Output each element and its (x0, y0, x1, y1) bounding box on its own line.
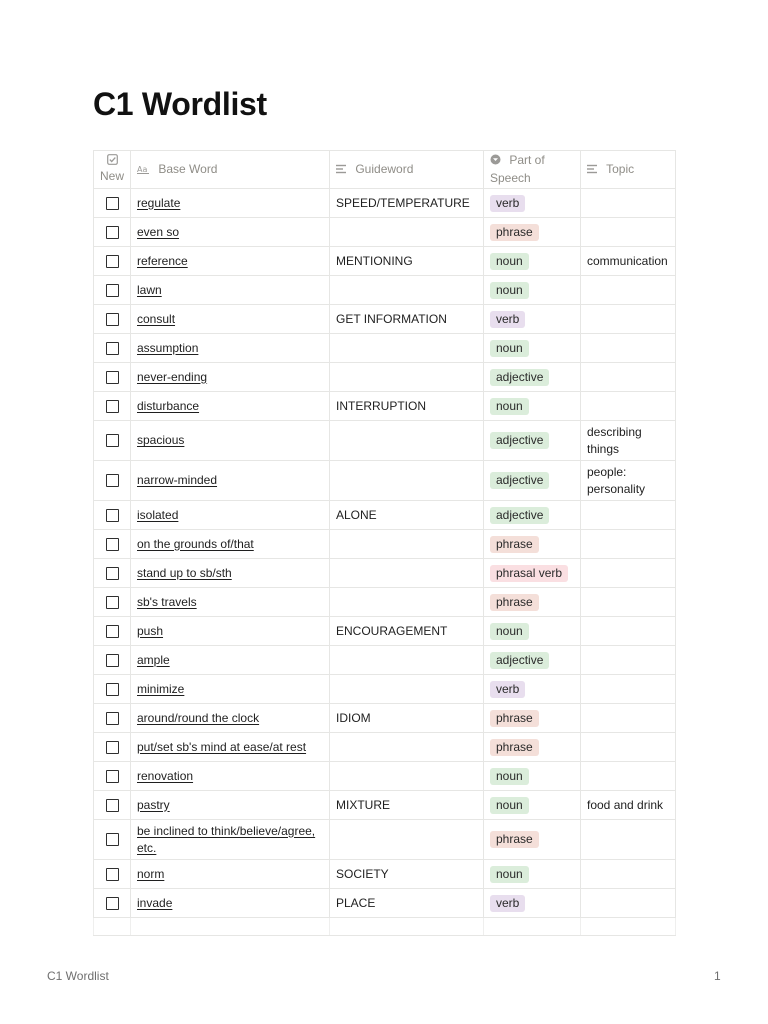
guideword-cell[interactable] (330, 363, 484, 392)
base-word-cell (131, 889, 330, 918)
base-word-link[interactable]: disturbance (137, 398, 200, 413)
part-of-speech-tag: noun (490, 282, 529, 299)
table-row (94, 334, 676, 363)
new-cell (94, 218, 131, 247)
part-of-speech-tag: noun (490, 768, 529, 785)
topic-cell[interactable] (581, 588, 676, 617)
part-of-speech-tag: phrase (490, 739, 539, 756)
column-label-topic: Topic (606, 161, 635, 176)
new-cell (94, 733, 131, 762)
base-word-cell (131, 334, 330, 363)
new-checkbox[interactable] (106, 567, 119, 580)
text-property-icon (587, 162, 598, 179)
new-cell (94, 860, 131, 889)
base-word-cell (131, 860, 330, 889)
table-row (94, 704, 676, 733)
table-row (94, 588, 676, 617)
table-row (94, 461, 676, 501)
part-of-speech-tag: phrase (490, 536, 539, 553)
base-word-link[interactable]: around/round the clock (137, 710, 260, 725)
base-word-link[interactable]: isolated (137, 507, 179, 522)
part-of-speech-cell[interactable] (484, 305, 581, 334)
guideword-cell[interactable] (330, 559, 484, 588)
table-row (94, 392, 676, 421)
base-word-link[interactable]: never-ending (137, 369, 208, 384)
base-word-link[interactable]: assumption (137, 340, 199, 355)
base-word-cell (131, 247, 330, 276)
wordlist-table-container (93, 150, 675, 936)
part-of-speech-cell[interactable] (484, 820, 581, 860)
part-of-speech-cell[interactable] (484, 791, 581, 820)
table-end-row (94, 918, 676, 936)
part-of-speech-tag: adjective (490, 472, 549, 489)
new-checkbox[interactable] (106, 255, 119, 268)
guideword-cell[interactable] (330, 530, 484, 559)
new-cell (94, 501, 131, 530)
new-cell (94, 530, 131, 559)
new-checkbox[interactable] (106, 197, 119, 210)
table-row (94, 617, 676, 646)
new-cell (94, 247, 131, 276)
part-of-speech-cell[interactable] (484, 392, 581, 421)
column-label-new: New (99, 169, 124, 183)
page-title: C1 Wordlist (93, 86, 267, 122)
part-of-speech-cell[interactable] (484, 501, 581, 530)
base-word-cell (131, 305, 330, 334)
part-of-speech-tag: verb (490, 195, 525, 212)
topic-cell[interactable] (581, 392, 676, 421)
new-cell (94, 392, 131, 421)
part-of-speech-tag: noun (490, 253, 529, 270)
part-of-speech-tag: verb (490, 311, 525, 328)
base-word-cell (131, 675, 330, 704)
new-cell (94, 617, 131, 646)
guideword-cell[interactable] (330, 588, 484, 617)
topic-cell[interactable] (581, 617, 676, 646)
guideword-cell[interactable] (330, 276, 484, 305)
part-of-speech-cell[interactable] (484, 617, 581, 646)
new-checkbox[interactable] (106, 683, 119, 696)
base-word-cell (131, 704, 330, 733)
guideword-cell[interactable]: IDIOM (330, 704, 484, 733)
new-checkbox[interactable] (106, 509, 119, 522)
base-word-cell (131, 617, 330, 646)
topic-cell[interactable] (581, 334, 676, 363)
new-cell (94, 363, 131, 392)
part-of-speech-tag: adjective (490, 652, 549, 669)
new-checkbox[interactable] (106, 868, 119, 881)
table-header-row (94, 151, 676, 189)
table-row (94, 421, 676, 461)
topic-cell[interactable] (581, 530, 676, 559)
part-of-speech-cell[interactable] (484, 889, 581, 918)
base-word-link[interactable]: push (137, 623, 164, 638)
new-cell (94, 588, 131, 617)
new-checkbox[interactable] (106, 474, 119, 487)
topic-cell[interactable] (581, 276, 676, 305)
new-checkbox[interactable] (106, 284, 119, 297)
base-word-link[interactable]: be inclined to think/believe/agree, etc. (137, 823, 316, 855)
table-row (94, 247, 676, 276)
new-checkbox[interactable] (106, 226, 119, 239)
title-property-icon (137, 162, 150, 179)
guideword-cell[interactable] (330, 675, 484, 704)
part-of-speech-cell[interactable] (484, 733, 581, 762)
table-row (94, 889, 676, 918)
column-label-base-word: Base Word (158, 161, 218, 176)
base-word-cell (131, 392, 330, 421)
part-of-speech-cell[interactable] (484, 559, 581, 588)
part-of-speech-cell[interactable] (484, 247, 581, 276)
table-row (94, 733, 676, 762)
table-row (94, 276, 676, 305)
base-word-cell (131, 421, 330, 461)
part-of-speech-cell[interactable] (484, 461, 581, 501)
guideword-cell[interactable] (330, 461, 484, 501)
table-row (94, 820, 676, 860)
base-word-link[interactable]: put/set sb's mind at ease/at rest (137, 739, 307, 754)
topic-cell[interactable]: people: personality (581, 461, 676, 501)
table-row (94, 218, 676, 247)
wordlist-table (93, 150, 676, 936)
new-cell (94, 421, 131, 461)
part-of-speech-tag: verb (490, 681, 525, 698)
base-word-link[interactable]: pastry (137, 797, 170, 812)
guideword-cell[interactable] (330, 733, 484, 762)
base-word-link[interactable]: renovation (137, 768, 194, 783)
new-checkbox[interactable] (106, 897, 119, 910)
part-of-speech-tag: adjective (490, 432, 549, 449)
base-word-link[interactable]: regulate (137, 195, 181, 210)
base-word-cell (131, 461, 330, 501)
guideword-cell[interactable] (330, 762, 484, 791)
text-property-icon (336, 162, 347, 179)
topic-cell[interactable] (581, 559, 676, 588)
guideword-cell[interactable]: SPEED/TEMPERATURE (330, 189, 484, 218)
new-checkbox[interactable] (106, 799, 119, 812)
topic-cell[interactable]: food and drink (581, 791, 676, 820)
base-word-link[interactable]: narrow-minded (137, 473, 218, 487)
topic-cell[interactable] (581, 733, 676, 762)
part-of-speech-cell[interactable] (484, 675, 581, 704)
topic-cell[interactable] (581, 820, 676, 860)
topic-cell[interactable] (581, 501, 676, 530)
base-word-cell (131, 501, 330, 530)
base-word-cell (131, 646, 330, 675)
new-checkbox[interactable] (106, 400, 119, 413)
part-of-speech-cell[interactable] (484, 646, 581, 675)
base-word-link[interactable]: consult (137, 311, 176, 326)
base-word-cell (131, 559, 330, 588)
part-of-speech-tag: adjective (490, 507, 549, 524)
part-of-speech-cell[interactable] (484, 704, 581, 733)
part-of-speech-tag: noun (490, 340, 529, 357)
column-header-guideword[interactable] (330, 151, 484, 189)
topic-cell[interactable]: communication (581, 247, 676, 276)
column-header-part-of-speech[interactable] (484, 151, 581, 189)
topic-cell[interactable] (581, 218, 676, 247)
new-cell (94, 820, 131, 860)
new-cell (94, 461, 131, 501)
column-header-topic[interactable] (581, 151, 676, 189)
footer-document-title: C1 Wordlist (47, 969, 109, 983)
part-of-speech-cell[interactable] (484, 860, 581, 889)
base-word-link[interactable]: sb's travels (137, 594, 197, 609)
topic-cell[interactable] (581, 860, 676, 889)
part-of-speech-tag: phrase (490, 224, 539, 241)
select-property-icon (490, 153, 501, 170)
guideword-cell[interactable]: MIXTURE (330, 791, 484, 820)
topic-cell[interactable] (581, 363, 676, 392)
new-checkbox[interactable] (106, 434, 119, 447)
new-checkbox[interactable] (106, 741, 119, 754)
base-word-cell (131, 218, 330, 247)
column-label-part-of-speech: Part of Speech (490, 153, 545, 185)
guideword-cell[interactable]: SOCIETY (330, 860, 484, 889)
new-cell (94, 704, 131, 733)
table-row (94, 305, 676, 334)
table-row (94, 791, 676, 820)
part-of-speech-tag: adjective (490, 369, 549, 386)
part-of-speech-cell[interactable] (484, 218, 581, 247)
new-cell (94, 305, 131, 334)
table-row (94, 501, 676, 530)
table-row (94, 646, 676, 675)
guideword-cell[interactable] (330, 820, 484, 860)
new-checkbox[interactable] (106, 371, 119, 384)
new-checkbox[interactable] (106, 313, 119, 326)
part-of-speech-cell[interactable] (484, 421, 581, 461)
part-of-speech-tag: phrase (490, 831, 539, 848)
new-cell (94, 646, 131, 675)
base-word-cell (131, 733, 330, 762)
new-cell (94, 675, 131, 704)
new-cell (94, 762, 131, 791)
guideword-cell[interactable] (330, 646, 484, 675)
base-word-cell (131, 588, 330, 617)
topic-cell[interactable]: describing things (581, 421, 676, 461)
part-of-speech-tag: verb (490, 895, 525, 912)
new-cell (94, 189, 131, 218)
part-of-speech-cell[interactable] (484, 530, 581, 559)
part-of-speech-tag: noun (490, 797, 529, 814)
part-of-speech-tag: noun (490, 398, 529, 415)
part-of-speech-cell[interactable] (484, 189, 581, 218)
table-row (94, 530, 676, 559)
topic-cell[interactable] (581, 305, 676, 334)
guideword-cell[interactable]: ENCOURAGEMENT (330, 617, 484, 646)
base-word-cell (131, 791, 330, 820)
base-word-cell (131, 762, 330, 791)
guideword-cell[interactable] (330, 421, 484, 461)
new-cell (94, 889, 131, 918)
base-word-cell (131, 530, 330, 559)
column-header-base-word[interactable] (131, 151, 330, 189)
svg-text:Aa: Aa (137, 164, 148, 174)
topic-cell[interactable] (581, 762, 676, 791)
new-checkbox[interactable] (106, 538, 119, 551)
base-word-cell (131, 820, 330, 860)
base-word-link[interactable]: ample (137, 652, 170, 667)
part-of-speech-cell[interactable] (484, 276, 581, 305)
base-word-cell (131, 363, 330, 392)
base-word-link[interactable]: norm (137, 866, 165, 881)
new-cell (94, 276, 131, 305)
new-checkbox[interactable] (106, 770, 119, 783)
column-header-new[interactable] (94, 151, 131, 189)
new-cell (94, 559, 131, 588)
base-word-link[interactable]: invade (137, 895, 173, 910)
base-word-link[interactable]: on the grounds of/that (137, 536, 254, 551)
table-row (94, 762, 676, 791)
guideword-cell[interactable]: PLACE (330, 889, 484, 918)
new-checkbox[interactable] (106, 596, 119, 609)
part-of-speech-cell[interactable] (484, 363, 581, 392)
new-checkbox[interactable] (106, 654, 119, 667)
part-of-speech-cell[interactable] (484, 588, 581, 617)
part-of-speech-cell[interactable] (484, 334, 581, 363)
base-word-link[interactable]: even so (137, 224, 180, 239)
base-word-link[interactable]: minimize (137, 681, 185, 696)
new-checkbox[interactable] (106, 342, 119, 355)
footer-page-number: 1 (714, 969, 721, 983)
guideword-cell[interactable]: GET INFORMATION (330, 305, 484, 334)
topic-cell[interactable] (581, 189, 676, 218)
part-of-speech-tag: noun (490, 623, 529, 640)
topic-cell[interactable] (581, 889, 676, 918)
part-of-speech-tag: phrase (490, 594, 539, 611)
topic-cell[interactable] (581, 704, 676, 733)
topic-cell[interactable] (581, 675, 676, 704)
topic-cell[interactable] (581, 646, 676, 675)
base-word-link[interactable]: lawn (137, 282, 162, 297)
guideword-cell[interactable] (330, 334, 484, 363)
new-cell (94, 334, 131, 363)
table-row (94, 860, 676, 889)
checkbox-property-icon (94, 154, 130, 168)
table-row (94, 675, 676, 704)
base-word-link[interactable]: spacious (137, 433, 185, 447)
table-row (94, 559, 676, 588)
table-row (94, 363, 676, 392)
guideword-cell[interactable]: MENTIONING (330, 247, 484, 276)
new-checkbox[interactable] (106, 712, 119, 725)
new-cell (94, 791, 131, 820)
part-of-speech-tag: phrase (490, 710, 539, 727)
guideword-cell[interactable] (330, 218, 484, 247)
new-checkbox[interactable] (106, 833, 119, 846)
base-word-cell (131, 189, 330, 218)
new-checkbox[interactable] (106, 625, 119, 638)
guideword-cell[interactable]: INTERRUPTION (330, 392, 484, 421)
base-word-link[interactable]: stand up to sb/sth (137, 565, 232, 580)
base-word-link[interactable]: reference (137, 253, 188, 268)
table-body (94, 189, 676, 918)
guideword-cell[interactable]: ALONE (330, 501, 484, 530)
part-of-speech-tag: noun (490, 866, 529, 883)
part-of-speech-cell[interactable] (484, 762, 581, 791)
part-of-speech-tag: phrasal verb (490, 565, 568, 582)
column-label-guideword: Guideword (355, 161, 414, 176)
table-row (94, 189, 676, 218)
base-word-cell (131, 276, 330, 305)
